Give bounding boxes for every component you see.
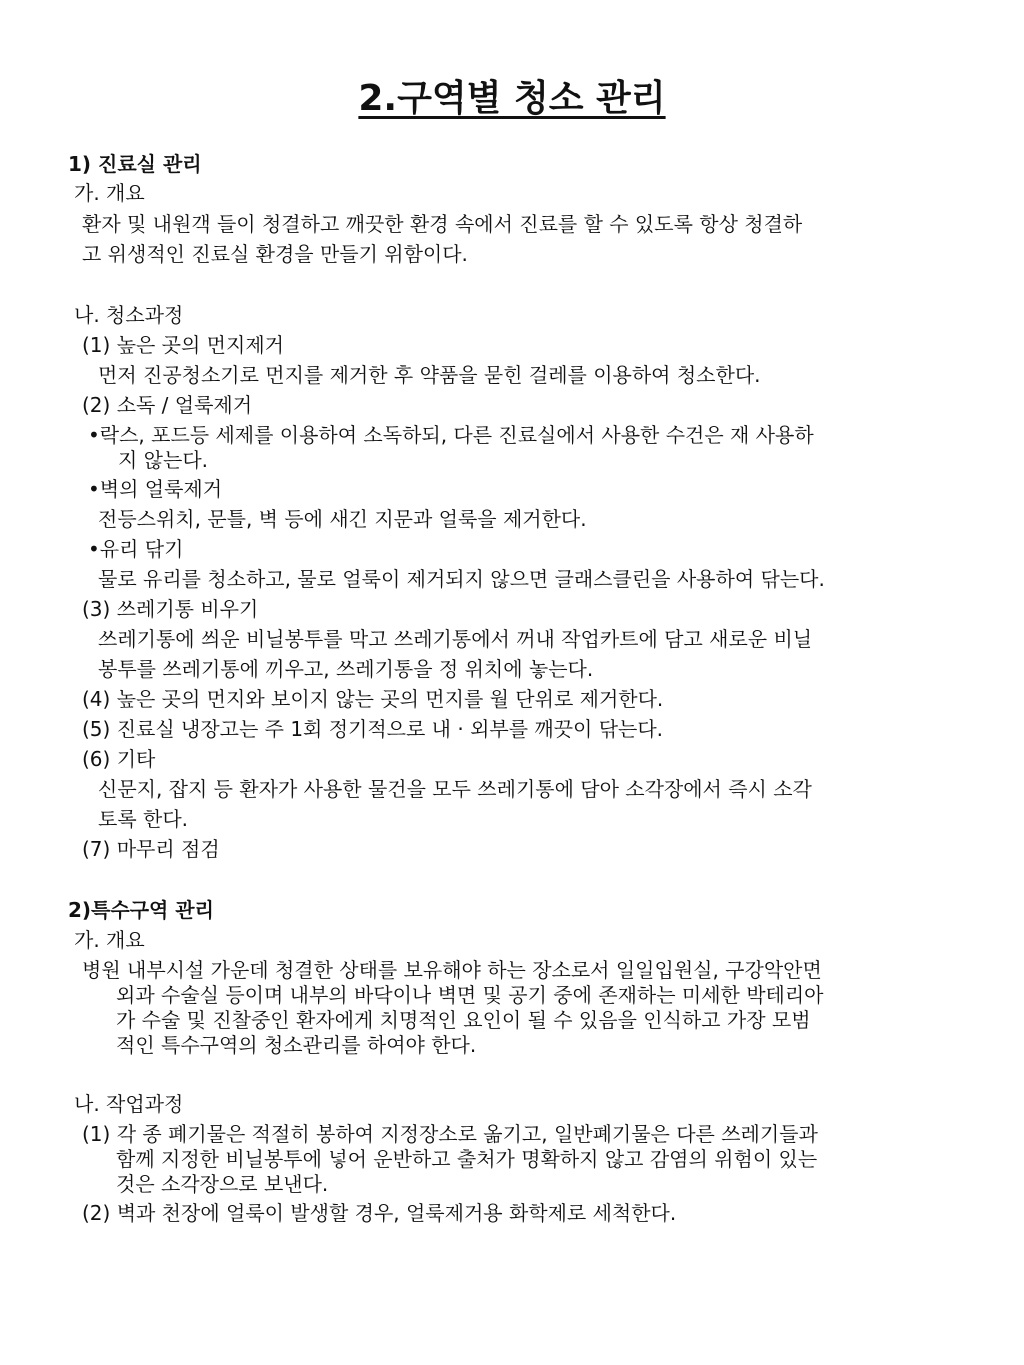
paragraph-line: 쓰레기통에 씌운 비닐봉투를 막고 쓰레기통에서 꺼내 작업카트에 담고 새로운 비닐	[98, 627, 813, 651]
subsection-label: 나. 작업과정	[74, 1092, 184, 1116]
bullet-item: •벽의 얼룩제거	[88, 477, 223, 501]
section-heading: 1) 진료실 관리	[68, 152, 202, 176]
bullet-item: •락스, 포드등 세제를 이용하여 소독하되, 다른 진료실에서 사용한 수건은 재 사용하	[88, 423, 814, 447]
paragraph-line: 환자 및 내원객 들이 청결하고 깨끗한 환경 속에서 진료를 할 수 있도록 항상 청결하	[82, 212, 803, 236]
paragraph-line: 물로 유리를 청소하고, 물로 얼룩이 제거되지 않으면 글래스클린을 사용하여 닦는다.	[98, 567, 825, 591]
paragraph-line: 지 않는다.	[118, 448, 208, 472]
paragraph-line: 적인 특수구역의 청소관리를 하여야 한다.	[116, 1033, 477, 1057]
paragraph-line: 것은 소각장으로 보낸다.	[116, 1172, 329, 1196]
list-item: (5) 진료실 냉장고는 주 1회 정기적으로 내 · 외부를 깨끗이 닦는다.	[82, 717, 664, 741]
list-item: (4) 높은 곳의 먼지와 보이지 않는 곳의 먼지를 월 단위로 제거한다.	[82, 687, 664, 711]
paragraph-line: 병원 내부시설 가운데 청결한 상태를 보유해야 하는 장소로서 일일입원실, 구강악안면	[82, 958, 822, 982]
list-item: (7) 마무리 점검	[82, 837, 220, 861]
subsection-label: 가. 개요	[74, 928, 145, 952]
section-heading: 2)특수구역 관리	[68, 898, 214, 922]
paragraph-line: 신문지, 잡지 등 환자가 사용한 물건을 모두 쓰레기통에 담아 소각장에서 즉시 소각	[98, 777, 812, 801]
paragraph-line: 고 위생적인 진료실 환경을 만들기 위함이다.	[82, 242, 468, 266]
list-item: (6) 기타	[82, 747, 156, 771]
paragraph-line: 토록 한다.	[98, 807, 188, 831]
page-title: 2.구역별 청소 관리	[358, 78, 666, 119]
paragraph-line: 봉투를 쓰레기통에 끼우고, 쓰레기통을 정 위치에 놓는다.	[98, 657, 594, 681]
paragraph-line: 외과 수술실 등이며 내부의 바닥이나 벽면 및 공기 중에 존재하는 미세한 박테리아	[116, 983, 824, 1007]
paragraph-line: 가 수술 및 진찰중인 환자에게 치명적인 요인이 될 수 있음을 인식하고 가장 모범	[116, 1008, 811, 1032]
list-item: (1) 높은 곳의 먼지제거	[82, 333, 284, 357]
bullet-item: •유리 닦기	[88, 537, 184, 561]
list-item: (2) 소독 / 얼룩제거	[82, 393, 253, 417]
subsection-label: 나. 청소과정	[74, 303, 184, 327]
paragraph-line: 전등스위치, 문틀, 벽 등에 새긴 지문과 얼룩을 제거한다.	[98, 507, 587, 531]
paragraph-line: 먼저 진공청소기로 먼지를 제거한 후 약품을 묻힌 걸레를 이용하여 청소한다.	[98, 363, 761, 387]
list-item: (2) 벽과 천장에 얼룩이 발생할 경우, 얼룩제거용 화학제로 세척한다.	[82, 1201, 677, 1225]
list-item: (1) 각 종 폐기물은 적절히 봉하여 지정장소로 옮기고, 일반폐기물은 다른 쓰레기들과	[82, 1122, 818, 1146]
list-item: (3) 쓰레기통 비우기	[82, 597, 259, 621]
paragraph-line: 함께 지정한 비닐봉투에 넣어 운반하고 출처가 명확하지 않고 감염의 위험이 있는	[116, 1147, 818, 1171]
subsection-label: 가. 개요	[74, 181, 145, 205]
